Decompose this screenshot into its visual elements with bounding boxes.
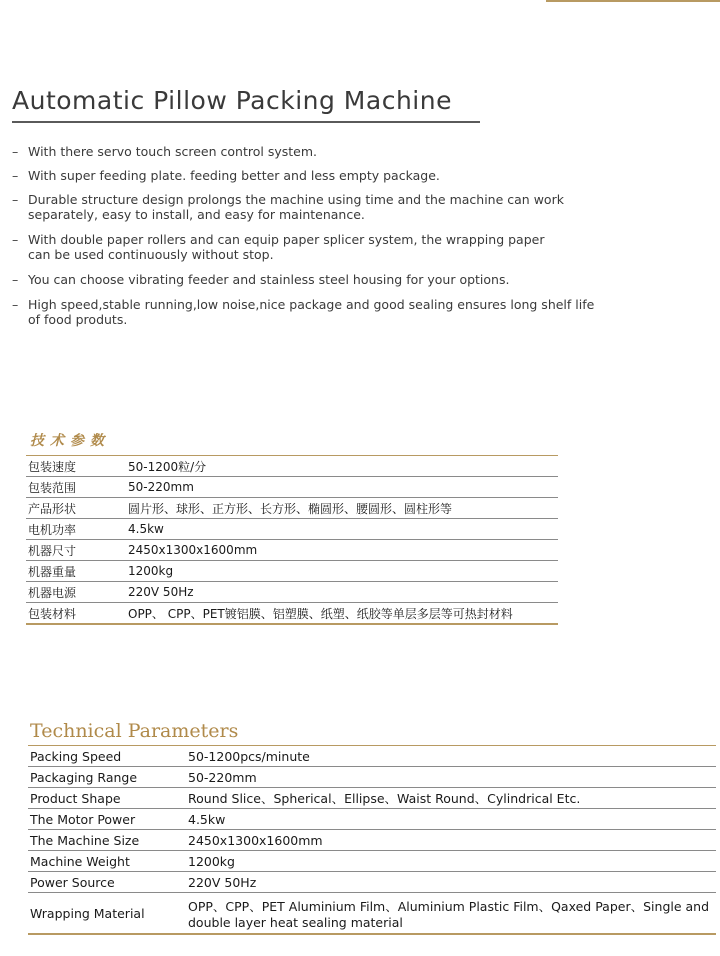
table-row — [28, 830, 716, 851]
table-row — [26, 582, 558, 603]
spec-value: 50-220mm — [126, 477, 558, 498]
feature-item: – You can choose vibrating feeder and stainless steel housing for your options. — [12, 272, 510, 287]
cn-section-title: 技术参数 — [30, 433, 110, 449]
en-spec-table — [28, 745, 716, 935]
spec-key: 机器电源 — [26, 582, 126, 603]
spec-key: Product Shape — [28, 788, 186, 809]
spec-key: 包装速度 — [26, 456, 126, 477]
table-row — [28, 809, 716, 830]
spec-value: 2450x1300x1600mm — [186, 830, 716, 851]
table-row — [28, 872, 716, 893]
spec-value: 50-1200pcs/minute — [186, 746, 716, 767]
title-underline — [12, 121, 480, 123]
spec-value: 50-220mm — [186, 767, 716, 788]
spec-key: 电机功率 — [26, 519, 126, 540]
feature-list — [12, 144, 652, 327]
table-row — [28, 788, 716, 809]
spec-value: 4.5kw — [126, 519, 558, 540]
feature-item: – With there servo touch screen control system. — [12, 144, 317, 159]
table-row — [26, 561, 558, 582]
table-row — [26, 540, 558, 561]
table-row — [28, 767, 716, 788]
dash-icon: – — [12, 232, 19, 247]
dash-icon: – — [12, 272, 19, 287]
spec-value: Round Slice、Spherical、Ellipse、Waist Round、Cylindrical Etc. — [186, 788, 716, 809]
feature-item: – Durable structure design prolongs the machine using time and the machine can work separately, easy to install, and easy for maintenance. — [12, 192, 564, 222]
top-accent-line — [546, 0, 720, 2]
spec-key: The Motor Power — [28, 809, 186, 830]
spec-value: 1200kg — [126, 561, 558, 582]
page-title: Automatic Pillow Packing Machine — [12, 86, 452, 115]
spec-key: Power Source — [28, 872, 186, 893]
table-row — [28, 893, 716, 935]
spec-value: 50-1200粒/分 — [126, 456, 558, 477]
en-section-title: Technical Parameters — [30, 720, 239, 742]
spec-key: 包装范围 — [26, 477, 126, 498]
spec-value: 1200kg — [186, 851, 716, 872]
dash-icon: – — [12, 192, 19, 207]
table-row — [26, 456, 558, 477]
cn-spec-table — [26, 455, 558, 625]
dash-icon: – — [12, 297, 19, 312]
spec-key: Wrapping Material — [28, 893, 186, 935]
spec-key: Packing Speed — [28, 746, 186, 767]
spec-value: 4.5kw — [186, 809, 716, 830]
table-row — [28, 746, 716, 767]
spec-key: Packaging Range — [28, 767, 186, 788]
spec-value: OPP、 CPP、PET镀铝膜、铝塑膜、纸塑、纸胶等单层多层等可热封材料 — [126, 603, 558, 625]
spec-value: 圆片形、球形、正方形、长方形、椭圆形、腰圆形、圆柱形等 — [126, 498, 558, 519]
dash-icon: – — [12, 144, 19, 159]
table-row — [26, 519, 558, 540]
spec-value: 220V 50Hz — [126, 582, 558, 603]
spec-key: Machine Weight — [28, 851, 186, 872]
spec-key: 包装材料 — [26, 603, 126, 625]
spec-key: The Machine Size — [28, 830, 186, 851]
feature-item: – With double paper rollers and can equip paper splicer system, the wrapping paper can be used continuously without stop. — [12, 232, 545, 262]
spec-key: 机器重量 — [26, 561, 126, 582]
table-row — [26, 498, 558, 519]
dash-icon: – — [12, 168, 19, 183]
table-row — [26, 477, 558, 498]
feature-item: – High speed,stable running,low noise,nice package and good sealing ensures long shelf life of food produts. — [12, 297, 595, 327]
spec-key: 机器尺寸 — [26, 540, 126, 561]
spec-key: 产品形状 — [26, 498, 126, 519]
table-row — [26, 603, 558, 625]
table-row — [28, 851, 716, 872]
spec-value: OPP、CPP、PET Aluminium Film、Aluminium Plastic Film、Qaxed Paper、Single and double layer heat sealing material — [186, 893, 716, 935]
feature-item: – With super feeding plate. feeding better and less empty package. — [12, 168, 440, 183]
spec-value: 2450x1300x1600mm — [126, 540, 558, 561]
spec-value: 220V 50Hz — [186, 872, 716, 893]
